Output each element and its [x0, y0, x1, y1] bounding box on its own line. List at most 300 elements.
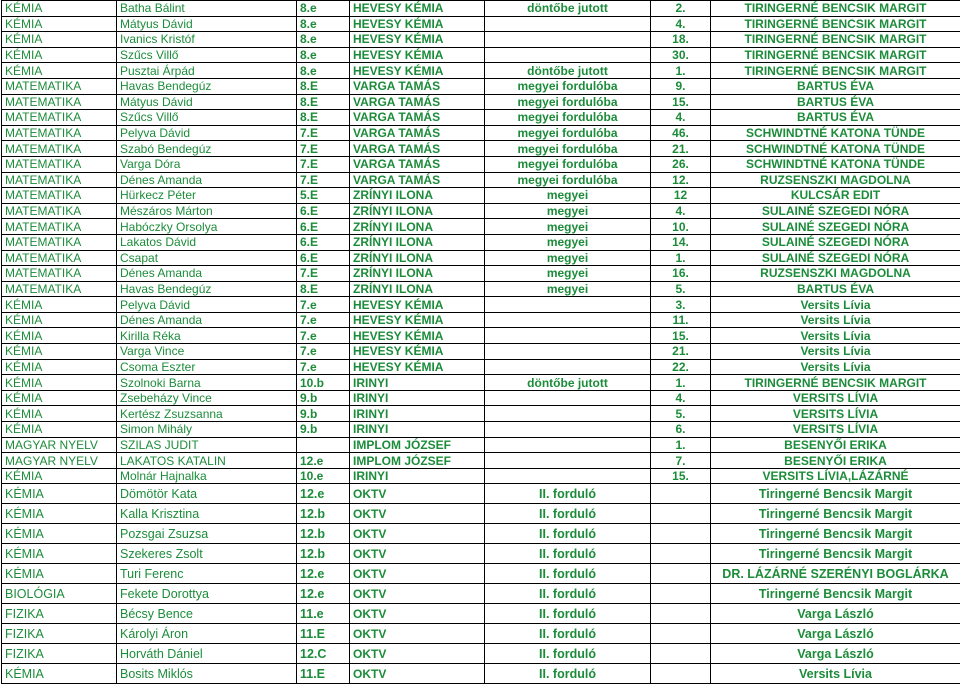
- teacher-cell: Versits Lívia: [711, 359, 960, 375]
- teacher-cell: Versits Lívia: [711, 297, 960, 313]
- rank-cell: 1.: [651, 250, 711, 266]
- rank-cell: 12: [651, 188, 711, 204]
- subject-cell: KÉMIA: [2, 359, 117, 375]
- student-name-cell: Kalla Krisztina: [117, 504, 297, 524]
- round-cell: [485, 312, 651, 328]
- class-cell: 7.e: [297, 328, 350, 344]
- table-row: [2, 422, 960, 438]
- table-row: [2, 16, 960, 32]
- teacher-cell: SULAINÉ SZEGEDI NÓRA: [711, 203, 960, 219]
- student-name-cell: Havas Bendegúz: [117, 281, 297, 297]
- student-name-cell: Pelyva Dávid: [117, 125, 297, 141]
- subject-cell: MAGYAR NYELV: [2, 437, 117, 453]
- rank-cell: [651, 564, 711, 584]
- table-row: [2, 468, 960, 484]
- subject-cell: KÉMIA: [2, 344, 117, 360]
- rank-cell: [651, 524, 711, 544]
- class-cell: 7.e: [297, 312, 350, 328]
- round-cell: II. forduló: [485, 524, 651, 544]
- teacher-cell: SULAINÉ SZEGEDI NÓRA: [711, 219, 960, 235]
- table-row: [2, 203, 960, 219]
- competition-cell: IRINYI: [350, 422, 485, 438]
- teacher-cell: Versits Lívia: [711, 344, 960, 360]
- student-name-cell: Kirilla Réka: [117, 328, 297, 344]
- teacher-cell: Tiringerné Bencsik Margit: [711, 484, 960, 504]
- class-cell: 7.E: [297, 172, 350, 188]
- teacher-cell: BARTUS ÉVA: [711, 281, 960, 297]
- teacher-cell: TIRINGERNÉ BENCSIK MARGIT: [711, 1, 960, 17]
- rank-cell: 1.: [651, 63, 711, 79]
- round-cell: [485, 47, 651, 63]
- competition-cell: IRINYI: [350, 406, 485, 422]
- subject-cell: MATEMATIKA: [2, 234, 117, 250]
- round-cell: megyei fordulóba: [485, 78, 651, 94]
- subject-cell: KÉMIA: [2, 312, 117, 328]
- round-cell: megyei fordulóba: [485, 125, 651, 141]
- class-cell: 6.E: [297, 219, 350, 235]
- teacher-cell: SCHWINDTNÉ KATONA TÜNDE: [711, 141, 960, 157]
- class-cell: 8.E: [297, 110, 350, 126]
- rank-cell: 2.: [651, 1, 711, 17]
- competition-cell: ZRÍNYI ILONA: [350, 203, 485, 219]
- rank-cell: 11.: [651, 312, 711, 328]
- class-cell: 7.E: [297, 156, 350, 172]
- round-cell: [485, 32, 651, 48]
- table-row: [2, 406, 960, 422]
- table-row: [2, 504, 960, 524]
- table-row: [2, 156, 960, 172]
- table-row: [2, 141, 960, 157]
- round-cell: megyei: [485, 234, 651, 250]
- rank-cell: [651, 584, 711, 604]
- rank-cell: 15.: [651, 328, 711, 344]
- round-cell: megyei: [485, 219, 651, 235]
- student-name-cell: Batha Bálint: [117, 1, 297, 17]
- class-cell: 12.e: [297, 564, 350, 584]
- student-name-cell: Horváth Dániel: [117, 644, 297, 664]
- subject-cell: MATEMATIKA: [2, 125, 117, 141]
- teacher-cell: Tiringerné Bencsik Margit: [711, 544, 960, 564]
- subject-cell: KÉMIA: [2, 297, 117, 313]
- class-cell: 10.e: [297, 468, 350, 484]
- student-name-cell: Mátyus Dávid: [117, 16, 297, 32]
- rank-cell: [651, 604, 711, 624]
- round-cell: megyei fordulóba: [485, 94, 651, 110]
- competition-cell: ZRÍNYI ILONA: [350, 250, 485, 266]
- subject-cell: KÉMIA: [2, 1, 117, 17]
- class-cell: 9.b: [297, 422, 350, 438]
- round-cell: II. forduló: [485, 564, 651, 584]
- rank-cell: [651, 504, 711, 524]
- class-cell: 7.E: [297, 125, 350, 141]
- student-name-cell: Szolnoki Barna: [117, 375, 297, 391]
- subject-cell: MATEMATIKA: [2, 188, 117, 204]
- round-cell: [485, 437, 651, 453]
- rank-cell: 5.: [651, 406, 711, 422]
- teacher-cell: SCHWINDTNÉ KATONA TÜNDE: [711, 125, 960, 141]
- student-name-cell: Turi Ferenc: [117, 564, 297, 584]
- subject-cell: FIZIKA: [2, 604, 117, 624]
- class-cell: 8.E: [297, 78, 350, 94]
- student-name-cell: Kertész Zsuzsanna: [117, 406, 297, 422]
- class-cell: 7.e: [297, 297, 350, 313]
- teacher-cell: BESENYŐI ERIKA: [711, 437, 960, 453]
- student-name-cell: Dénes Amanda: [117, 172, 297, 188]
- student-name-cell: Mátyus Dávid: [117, 94, 297, 110]
- subject-cell: MATEMATIKA: [2, 266, 117, 282]
- round-cell: II. forduló: [485, 504, 651, 524]
- class-cell: 12.b: [297, 524, 350, 544]
- rank-cell: 12.: [651, 172, 711, 188]
- student-name-cell: Mészáros Márton: [117, 203, 297, 219]
- class-cell: 12.b: [297, 504, 350, 524]
- competition-cell: HEVESY KÉMIA: [350, 297, 485, 313]
- competition-cell: IRINYI: [350, 375, 485, 391]
- class-cell: 12.e: [297, 453, 350, 469]
- results-body: [2, 1, 960, 684]
- class-cell: 12.e: [297, 584, 350, 604]
- round-cell: megyei: [485, 203, 651, 219]
- subject-cell: MAGYAR NYELV: [2, 453, 117, 469]
- teacher-cell: RUZSENSZKI MAGDOLNA: [711, 172, 960, 188]
- subject-cell: KÉMIA: [2, 564, 117, 584]
- table-row: [2, 250, 960, 266]
- rank-cell: 4.: [651, 390, 711, 406]
- rank-cell: 4.: [651, 16, 711, 32]
- class-cell: 7.E: [297, 266, 350, 282]
- round-cell: megyei fordulóba: [485, 141, 651, 157]
- teacher-cell: Varga László: [711, 644, 960, 664]
- subject-cell: KÉMIA: [2, 544, 117, 564]
- student-name-cell: Bosits Miklós: [117, 664, 297, 684]
- table-row: [2, 359, 960, 375]
- rank-cell: 15.: [651, 94, 711, 110]
- competition-cell: ZRÍNYI ILONA: [350, 219, 485, 235]
- subject-cell: MATEMATIKA: [2, 94, 117, 110]
- class-cell: 7.e: [297, 344, 350, 360]
- rank-cell: 21.: [651, 344, 711, 360]
- class-cell: 10.b: [297, 375, 350, 391]
- rank-cell: 15.: [651, 468, 711, 484]
- competition-cell: IMPLOM JÓZSEF: [350, 453, 485, 469]
- subject-cell: KÉMIA: [2, 468, 117, 484]
- rank-cell: 26.: [651, 156, 711, 172]
- round-cell: megyei fordulóba: [485, 110, 651, 126]
- teacher-cell: VERSITS LÍVIA: [711, 422, 960, 438]
- student-name-cell: Szekeres Zsolt: [117, 544, 297, 564]
- teacher-cell: Varga László: [711, 604, 960, 624]
- rank-cell: 6.: [651, 422, 711, 438]
- table-row: [2, 624, 960, 644]
- round-cell: II. forduló: [485, 624, 651, 644]
- table-row: [2, 604, 960, 624]
- subject-cell: KÉMIA: [2, 524, 117, 544]
- table-row: [2, 524, 960, 544]
- subject-cell: MATEMATIKA: [2, 250, 117, 266]
- competition-cell: HEVESY KÉMIA: [350, 63, 485, 79]
- table-row: [2, 544, 960, 564]
- student-name-cell: Károlyi Áron: [117, 624, 297, 644]
- subject-cell: BIOLÓGIA: [2, 584, 117, 604]
- competition-cell: ZRÍNYI ILONA: [350, 234, 485, 250]
- rank-cell: 22.: [651, 359, 711, 375]
- round-cell: [485, 422, 651, 438]
- table-row: [2, 437, 960, 453]
- table-row: [2, 63, 960, 79]
- subject-cell: KÉMIA: [2, 375, 117, 391]
- table-row: [2, 312, 960, 328]
- class-cell: 11.e: [297, 604, 350, 624]
- subject-cell: MATEMATIKA: [2, 141, 117, 157]
- student-name-cell: Pusztai Árpád: [117, 63, 297, 79]
- table-row: [2, 644, 960, 664]
- student-name-cell: SZILAS JUDIT: [117, 437, 297, 453]
- class-cell: 12.C: [297, 644, 350, 664]
- competition-cell: VARGA TAMÁS: [350, 156, 485, 172]
- table-row: [2, 188, 960, 204]
- round-cell: megyei fordulóba: [485, 156, 651, 172]
- rank-cell: 14.: [651, 234, 711, 250]
- rank-cell: 4.: [651, 203, 711, 219]
- rank-cell: [651, 624, 711, 644]
- rank-cell: 4.: [651, 110, 711, 126]
- teacher-cell: KULCSÁR EDIT: [711, 188, 960, 204]
- competition-cell: VARGA TAMÁS: [350, 94, 485, 110]
- student-name-cell: Dénes Amanda: [117, 312, 297, 328]
- class-cell: 9.b: [297, 406, 350, 422]
- student-name-cell: LAKATOS KATALIN: [117, 453, 297, 469]
- subject-cell: MATEMATIKA: [2, 172, 117, 188]
- rank-cell: 9.: [651, 78, 711, 94]
- competition-cell: HEVESY KÉMIA: [350, 328, 485, 344]
- class-cell: 8.e: [297, 32, 350, 48]
- student-name-cell: Varga Vince: [117, 344, 297, 360]
- student-name-cell: Dénes Amanda: [117, 266, 297, 282]
- competition-cell: VARGA TAMÁS: [350, 78, 485, 94]
- subject-cell: KÉMIA: [2, 422, 117, 438]
- rank-cell: 16.: [651, 266, 711, 282]
- teacher-cell: VERSITS LÍVIA,LÁZÁRNÉ: [711, 468, 960, 484]
- subject-cell: KÉMIA: [2, 32, 117, 48]
- student-name-cell: Pozsgai Zsuzsa: [117, 524, 297, 544]
- teacher-cell: TIRINGERNÉ BENCSIK MARGIT: [711, 375, 960, 391]
- round-cell: döntőbe jutott: [485, 1, 651, 17]
- round-cell: [485, 406, 651, 422]
- rank-cell: 10.: [651, 219, 711, 235]
- round-cell: [485, 468, 651, 484]
- round-cell: megyei: [485, 188, 651, 204]
- competition-cell: OKTV: [350, 484, 485, 504]
- competition-cell: OKTV: [350, 544, 485, 564]
- teacher-cell: Versits Lívia: [711, 664, 960, 684]
- rank-cell: 30.: [651, 47, 711, 63]
- round-cell: [485, 359, 651, 375]
- subject-cell: KÉMIA: [2, 484, 117, 504]
- subject-cell: MATEMATIKA: [2, 78, 117, 94]
- student-name-cell: Szűcs Villő: [117, 47, 297, 63]
- teacher-cell: Versits Lívia: [711, 312, 960, 328]
- subject-cell: MATEMATIKA: [2, 203, 117, 219]
- class-cell: 11.E: [297, 664, 350, 684]
- competition-cell: VARGA TAMÁS: [350, 141, 485, 157]
- class-cell: 8.e: [297, 63, 350, 79]
- class-cell: 12.e: [297, 484, 350, 504]
- student-name-cell: Csapat: [117, 250, 297, 266]
- student-name-cell: Molnár Hajnalka: [117, 468, 297, 484]
- table-row: [2, 1, 960, 17]
- class-cell: 8.E: [297, 94, 350, 110]
- class-cell: 11.E: [297, 624, 350, 644]
- round-cell: megyei: [485, 281, 651, 297]
- table-row: [2, 328, 960, 344]
- competition-cell: OKTV: [350, 564, 485, 584]
- competition-cell: VARGA TAMÁS: [350, 110, 485, 126]
- rank-cell: [651, 544, 711, 564]
- competition-cell: ZRÍNYI ILONA: [350, 281, 485, 297]
- competition-cell: ZRÍNYI ILONA: [350, 266, 485, 282]
- class-cell: 8.e: [297, 1, 350, 17]
- competition-cell: ZRÍNYI ILONA: [350, 188, 485, 204]
- round-cell: II. forduló: [485, 584, 651, 604]
- teacher-cell: TIRINGERNÉ BENCSIK MARGIT: [711, 47, 960, 63]
- class-cell: 6.E: [297, 250, 350, 266]
- competition-cell: OKTV: [350, 644, 485, 664]
- rank-cell: 5.: [651, 281, 711, 297]
- class-cell: 8.e: [297, 16, 350, 32]
- teacher-cell: DR. LÁZÁRNÉ SZERÉNYI BOGLÁRKA: [711, 564, 960, 584]
- round-cell: megyei: [485, 250, 651, 266]
- subject-cell: MATEMATIKA: [2, 156, 117, 172]
- rank-cell: 1.: [651, 437, 711, 453]
- subject-cell: KÉMIA: [2, 406, 117, 422]
- table-row: [2, 390, 960, 406]
- competition-cell: IRINYI: [350, 468, 485, 484]
- rank-cell: 7.: [651, 453, 711, 469]
- rank-cell: 3.: [651, 297, 711, 313]
- teacher-cell: TIRINGERNÉ BENCSIK MARGIT: [711, 16, 960, 32]
- table-row: [2, 78, 960, 94]
- class-cell: 7.E: [297, 141, 350, 157]
- subject-cell: KÉMIA: [2, 47, 117, 63]
- student-name-cell: Szűcs Villő: [117, 110, 297, 126]
- rank-cell: 1.: [651, 375, 711, 391]
- table-row: [2, 234, 960, 250]
- competition-cell: OKTV: [350, 624, 485, 644]
- student-name-cell: Zsebeházy Vince: [117, 390, 297, 406]
- round-cell: [485, 16, 651, 32]
- teacher-cell: RUZSENSZKI MAGDOLNA: [711, 266, 960, 282]
- rank-cell: [651, 484, 711, 504]
- round-cell: [485, 453, 651, 469]
- class-cell: 9.b: [297, 390, 350, 406]
- rank-cell: [651, 664, 711, 684]
- competition-cell: HEVESY KÉMIA: [350, 312, 485, 328]
- competition-cell: HEVESY KÉMIA: [350, 344, 485, 360]
- rank-cell: 21.: [651, 141, 711, 157]
- student-name-cell: Habóczky Orsolya: [117, 219, 297, 235]
- competition-cell: OKTV: [350, 524, 485, 544]
- table-row: [2, 584, 960, 604]
- subject-cell: FIZIKA: [2, 644, 117, 664]
- table-row: [2, 125, 960, 141]
- class-cell: 8.e: [297, 47, 350, 63]
- teacher-cell: Varga László: [711, 624, 960, 644]
- round-cell: döntőbe jutott: [485, 63, 651, 79]
- student-name-cell: Fekete Dorottya: [117, 584, 297, 604]
- competition-cell: OKTV: [350, 664, 485, 684]
- student-name-cell: Varga Dóra: [117, 156, 297, 172]
- class-cell: 6.E: [297, 234, 350, 250]
- competition-cell: HEVESY KÉMIA: [350, 359, 485, 375]
- rank-cell: 46.: [651, 125, 711, 141]
- round-cell: megyei fordulóba: [485, 172, 651, 188]
- teacher-cell: SULAINÉ SZEGEDI NÓRA: [711, 234, 960, 250]
- table-row: [2, 297, 960, 313]
- round-cell: megyei: [485, 266, 651, 282]
- results-table: [1, 0, 960, 684]
- table-row: [2, 172, 960, 188]
- class-cell: 6.E: [297, 203, 350, 219]
- round-cell: [485, 297, 651, 313]
- table-row: [2, 564, 960, 584]
- student-name-cell: Bécsy Bence: [117, 604, 297, 624]
- competition-cell: HEVESY KÉMIA: [350, 47, 485, 63]
- competition-cell: VARGA TAMÁS: [350, 125, 485, 141]
- competition-cell: OKTV: [350, 504, 485, 524]
- round-cell: döntőbe jutott: [485, 375, 651, 391]
- class-cell: [297, 437, 350, 453]
- teacher-cell: BESENYŐI ERIKA: [711, 453, 960, 469]
- round-cell: [485, 344, 651, 360]
- teacher-cell: VERSITS LÍVIA: [711, 406, 960, 422]
- competition-cell: HEVESY KÉMIA: [350, 1, 485, 17]
- competition-cell: OKTV: [350, 604, 485, 624]
- table-row: [2, 375, 960, 391]
- student-name-cell: Szabó Bendegúz: [117, 141, 297, 157]
- teacher-cell: BARTUS ÉVA: [711, 94, 960, 110]
- round-cell: II. forduló: [485, 484, 651, 504]
- round-cell: II. forduló: [485, 604, 651, 624]
- subject-cell: KÉMIA: [2, 664, 117, 684]
- student-name-cell: Dömötör Kata: [117, 484, 297, 504]
- teacher-cell: Versits Lívia: [711, 328, 960, 344]
- subject-cell: FIZIKA: [2, 624, 117, 644]
- round-cell: [485, 328, 651, 344]
- student-name-cell: Hürkecz Péter: [117, 188, 297, 204]
- competition-cell: OKTV: [350, 584, 485, 604]
- subject-cell: KÉMIA: [2, 328, 117, 344]
- rank-cell: 18.: [651, 32, 711, 48]
- subject-cell: KÉMIA: [2, 504, 117, 524]
- table-row: [2, 219, 960, 235]
- rank-cell: [651, 644, 711, 664]
- class-cell: 8.E: [297, 281, 350, 297]
- table-row: [2, 344, 960, 360]
- subject-cell: MATEMATIKA: [2, 281, 117, 297]
- teacher-cell: TIRINGERNÉ BENCSIK MARGIT: [711, 32, 960, 48]
- teacher-cell: BARTUS ÉVA: [711, 78, 960, 94]
- competition-cell: HEVESY KÉMIA: [350, 32, 485, 48]
- competition-cell: IRINYI: [350, 390, 485, 406]
- table-row: [2, 32, 960, 48]
- subject-cell: KÉMIA: [2, 63, 117, 79]
- table-row: [2, 47, 960, 63]
- teacher-cell: Tiringerné Bencsik Margit: [711, 524, 960, 544]
- round-cell: II. forduló: [485, 664, 651, 684]
- class-cell: 5.E: [297, 188, 350, 204]
- table-row: [2, 453, 960, 469]
- class-cell: 12.b: [297, 544, 350, 564]
